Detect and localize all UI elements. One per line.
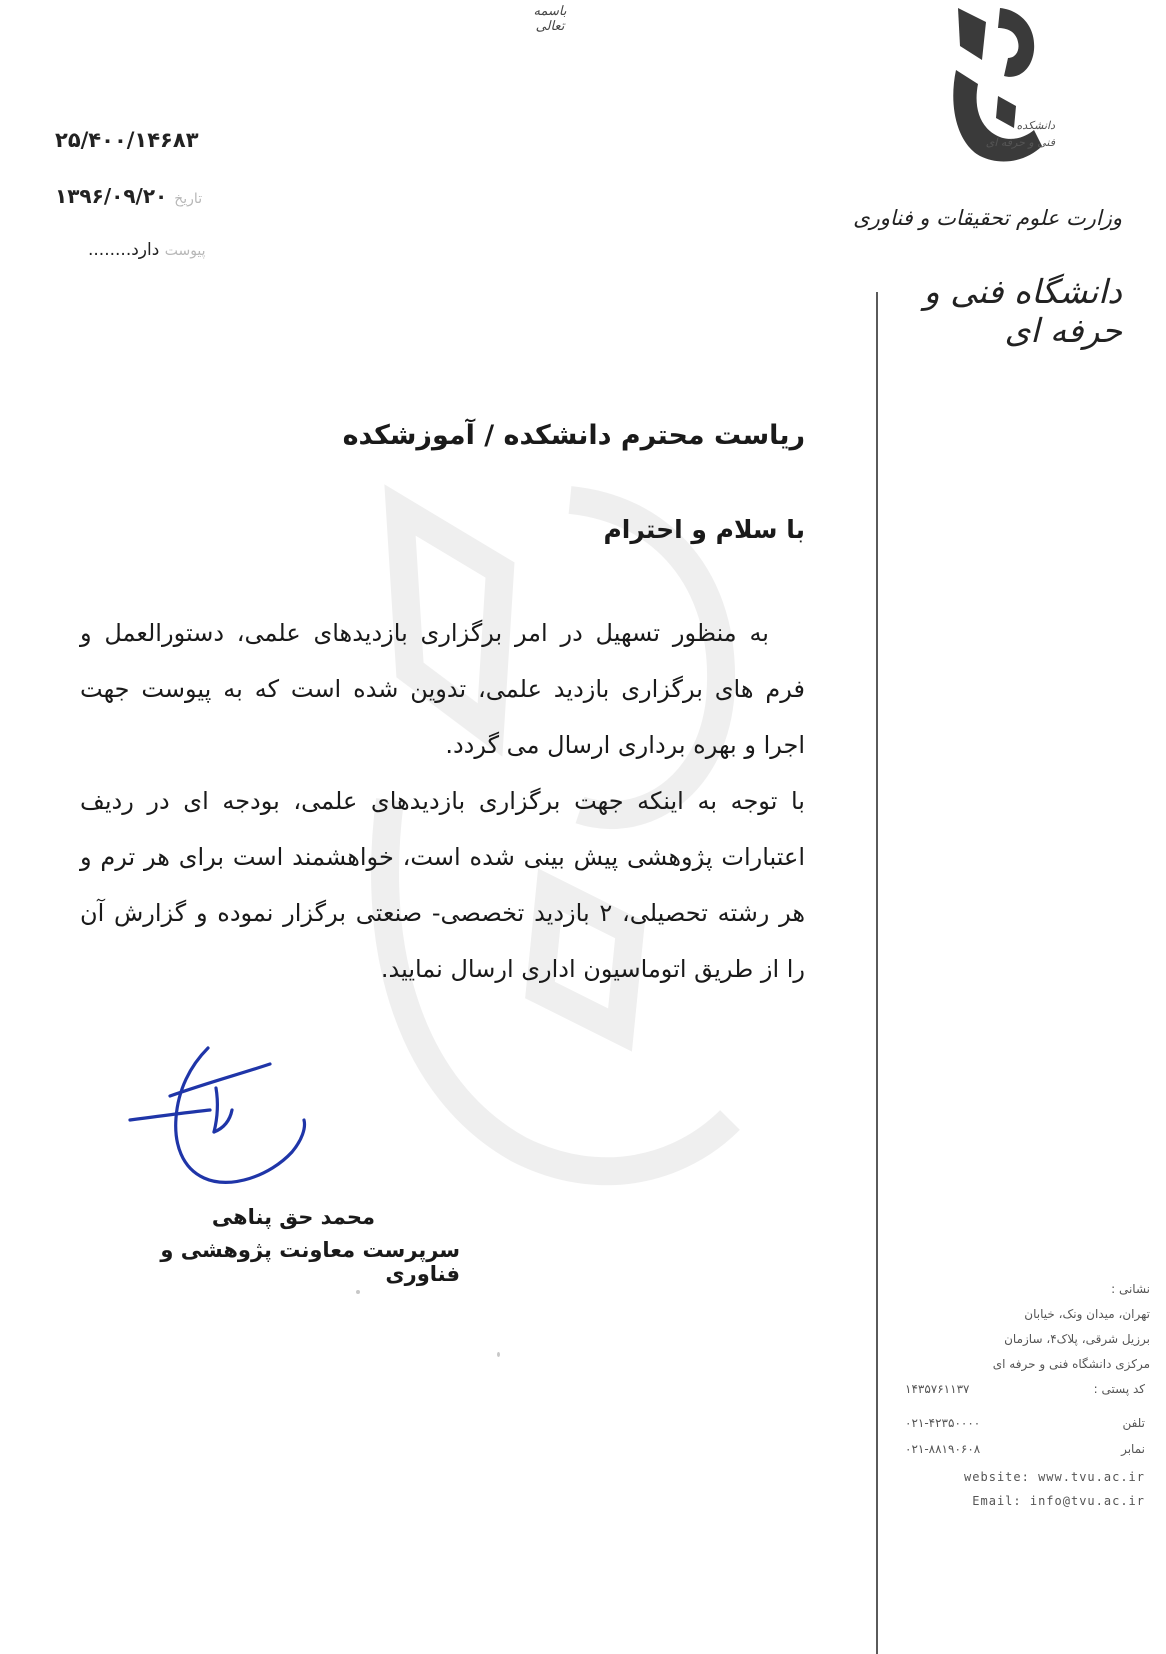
letter-date [55, 184, 225, 208]
vertical-divider [876, 292, 878, 1654]
phone-number: ۰۲۱-۴۲۳۵۰۰۰۰ [905, 1416, 981, 1430]
handwritten-signature [120, 1040, 340, 1210]
speck [356, 1290, 360, 1294]
logo-caption-line2: فنی و حرفه ای [985, 135, 1055, 149]
letter-number: ۲۵/۴۰۰/۱۴۶۸۳ [55, 128, 199, 152]
ministry-name: وزارت علوم تحقیقات و فناوری [853, 206, 1122, 230]
signer-name: محمد حق پناهی [211, 1205, 375, 1229]
letter-date-label: تاریخ [174, 191, 203, 207]
letter-attachment [88, 240, 258, 260]
address-line-1: تهران، میدان ونک، خیابان [1024, 1307, 1150, 1321]
speck [497, 1352, 500, 1357]
address-line-3: مرکزی دانشگاه فنی و حرفه ای [992, 1357, 1150, 1371]
letter-date-value: ۱۳۹۶/۰۹/۲۰ [55, 184, 168, 208]
postal-code-label: کد پستی : [1093, 1382, 1145, 1396]
phone-label: تلفن [1122, 1416, 1145, 1430]
university-name: دانشگاه فنی و حرفه ای [923, 272, 1122, 350]
fax-row [905, 1442, 1145, 1456]
logo-caption [985, 118, 1055, 151]
letter-attachment-label: پیوست [164, 243, 206, 259]
paragraph-1: به منظور تسهیل در امر برگزاری بازدیدهای علمی، دستورالعمل و فرم های برگزاری بازدید علمی، تدوین شده است که به پیوست جهت اجرا و بهره برداری ارسال می گردد. [80, 619, 805, 759]
addressee: ریاست محترم دانشکده / آموزشکده [342, 420, 805, 451]
fax-label: نمابر [1121, 1442, 1145, 1456]
invocation-text: باسمه تعالی [533, 4, 567, 34]
address-line-2: برزیل شرقی، پلاک۴، سازمان [1004, 1332, 1150, 1346]
phone-row [905, 1416, 1145, 1430]
paragraph-2: با توجه به اینکه جهت برگزاری بازدیدهای علمی، بودجه ای در ردیف اعتبارات پژوهشی پیش بینی شده است، خواهشمند است برای هر ترم و هر رشته تحصیلی، ۲ بازدید تخصصی- صنعتی برگزار نموده و گزارش آن را از طریق اتوماسیون اداری ارسال نمایید. [80, 787, 806, 983]
logo-caption-line1: دانشکده [1016, 119, 1055, 132]
address-label: نشانی : [1111, 1282, 1150, 1296]
website-text: website: www.tvu.ac.ir [964, 1470, 1145, 1484]
postal-code-row [905, 1382, 1145, 1396]
email-text: Email: info@tvu.ac.ir [972, 1494, 1145, 1508]
university-logo-icon [938, 0, 1068, 180]
letter-attachment-value: دارد........ [88, 240, 160, 260]
greeting: با سلام و احترام [603, 515, 805, 544]
signer-title: سرپرست معاونت پژوهشی و فناوری [160, 1238, 460, 1286]
fax-number: ۰۲۱-۸۸۱۹۰۶۰۸ [905, 1442, 981, 1456]
postal-code: ۱۴۳۵۷۶۱۱۳۷ [905, 1382, 970, 1396]
letter-body [80, 605, 805, 997]
